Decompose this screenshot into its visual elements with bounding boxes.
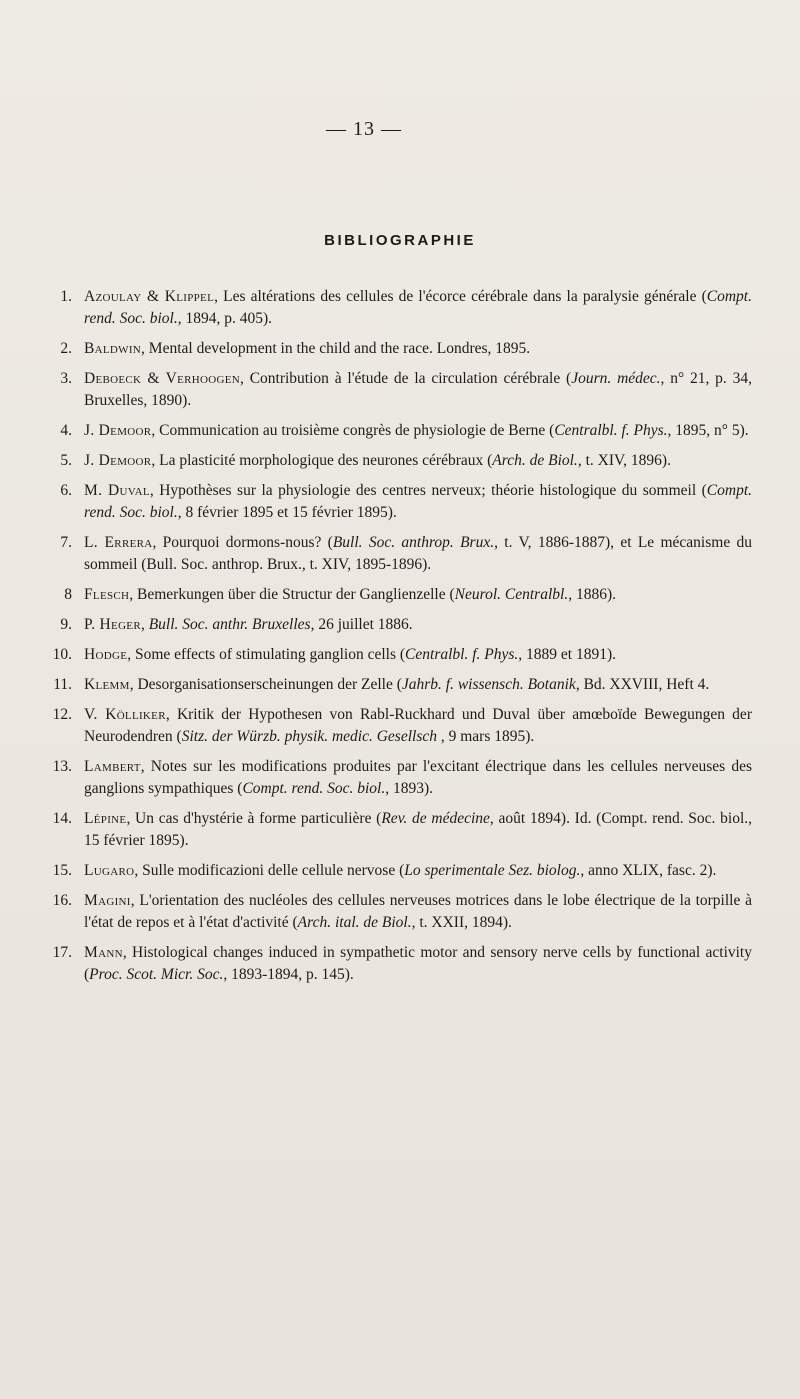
entry-number: 11. — [53, 676, 72, 693]
entry-number: 6. — [60, 482, 72, 499]
entry-author: Lépine — [84, 810, 127, 827]
entry-details: , 1889 et 1891). — [518, 646, 617, 663]
entry-number: 16. — [52, 892, 72, 909]
entry-number: 15. — [52, 862, 72, 879]
entry-number: 3. — [60, 370, 72, 387]
entry-source: Sitz. der Würzb. physik. medic. Gesellsch — [181, 728, 437, 745]
entry-text: , Histological changes induced in sympathetic motor and sensory nerve cells by functional activity ( — [84, 944, 752, 983]
entry-number: 14. — [52, 810, 72, 827]
entry-author: M. Duval — [84, 482, 150, 499]
entry-text: , Kritik der Hypothesen von Rabl-Ruckhard und Duval über amœboïde Bewegungen der Neurodendren ( — [84, 706, 752, 745]
bibliography-entry — [40, 368, 752, 412]
entry-source: Compt. rend. Soc. biol. — [84, 288, 752, 327]
entry-text: , La plasticité morphologique des neurones cérébraux ( — [151, 452, 493, 469]
entry-author: Mann — [84, 944, 123, 961]
page-title: BIBLIOGRAPHIE — [324, 232, 476, 249]
bibliography-entry — [40, 644, 752, 666]
entry-details: , t. XXII, 1894). — [411, 914, 512, 931]
entry-text: , Mental development in the child and the race. Londres, 1895. — [141, 340, 531, 357]
entry-source: Arch. ital. de Biol. — [297, 914, 412, 931]
entry-number: 5. — [60, 452, 72, 469]
bibliography-entry — [40, 674, 752, 696]
entry-text: , Hypothèses sur la physiologie des centres nerveux; théorie histologique du sommeil ( — [149, 482, 707, 499]
entry-text: , — [140, 616, 149, 633]
entry-text: , Desorganisationserscheinungen der Zelle ( — [129, 676, 402, 693]
entry-author: Lugaro — [84, 862, 135, 879]
entry-details: , t. V, 1886-1887), et Le mécanisme du sommeil (Bull. Soc. anthrop. Brux., t. XIV, 1895-1896). — [84, 534, 753, 573]
entry-number: 10. — [52, 646, 72, 663]
entry-text: , Pourquoi dormons-nous? ( — [152, 534, 333, 551]
entry-details: , 8 février 1895 et 15 février 1895). — [177, 504, 397, 521]
entry-author: V. Kölliker — [84, 706, 166, 723]
entry-details: , 1894, p. 405). — [177, 310, 273, 327]
entry-number: 2. — [60, 340, 72, 357]
entry-details: , anno XLIX, fasc. 2). — [580, 862, 717, 879]
entry-author: Lambert — [84, 758, 141, 775]
entry-details: , août 1894). Id. (Compt. rend. Soc. biol., 15 février 1895). — [84, 810, 752, 849]
entry-details: , t. XIV, 1896). — [577, 452, 671, 469]
entry-author: Baldwin — [84, 340, 142, 357]
bibliography-entry — [40, 890, 752, 934]
entry-text: , Some effects of stimulating ganglion cells ( — [127, 646, 406, 663]
entry-number: 1. — [60, 288, 72, 305]
entry-source: Neurol. Centralbl. — [454, 586, 569, 603]
entry-source: Journ. médec. — [571, 370, 661, 387]
entry-source: Proc. Scot. Micr. Soc. — [89, 966, 224, 983]
bibliography-entry — [40, 584, 752, 606]
entry-number: 12. — [52, 706, 72, 723]
entry-source: Centralbl. f. Phys. — [554, 422, 668, 439]
bibliography-entry — [40, 860, 752, 882]
bibliography-entry — [40, 614, 752, 636]
entry-number: 9. — [60, 616, 72, 633]
entry-author: Hodge — [84, 646, 128, 663]
page-number: — 13 — — [326, 118, 402, 140]
entry-author: Magini — [84, 892, 131, 909]
entry-text: , Contribution à l'étude de la circulation cérébrale ( — [240, 370, 572, 387]
bibliography-entry — [40, 420, 752, 442]
entry-number: 4. — [60, 422, 72, 439]
bibliography-entry — [40, 942, 752, 986]
entry-author: Klemm — [84, 676, 130, 693]
bibliography-entry — [40, 480, 752, 524]
entry-source: Bull. Soc. anthr. Bruxelles — [148, 616, 311, 633]
entry-details: , 1893-1894, p. 145). — [223, 966, 354, 983]
entry-author: J. Demoor — [84, 452, 152, 469]
entry-text: , Bemerkungen über die Structur der Ganglienzelle ( — [129, 586, 455, 603]
entry-source: Compt. rend. Soc. biol. — [242, 780, 386, 797]
entry-author: Flesch — [84, 586, 130, 603]
entry-text: , Les altérations des cellules de l'écorce cérébrale dans la paralysie générale ( — [214, 288, 707, 305]
entry-author: L. Errera — [84, 534, 153, 551]
entry-details: , n° 21, p. 34, Bruxelles, 1890). — [84, 370, 752, 409]
bibliography-entry — [40, 704, 752, 748]
entry-source: Rev. de médecine — [381, 810, 490, 827]
entry-details: , 9 mars 1895). — [436, 728, 535, 745]
entry-author: J. Demoor — [84, 422, 152, 439]
bibliography-entry — [40, 286, 752, 330]
bibliography-entry — [40, 532, 752, 576]
entry-source: Bull. Soc. anthrop. Brux. — [332, 534, 495, 551]
entry-source: Arch. de Biol. — [492, 452, 578, 469]
entry-text: , Sulle modificazioni delle cellule nervose ( — [134, 862, 405, 879]
entry-source: Jahrb. f. wissensch. Botanik — [401, 676, 576, 693]
bibliography-entry — [40, 450, 752, 472]
entry-details: , 26 juillet 1886. — [310, 616, 413, 633]
entry-number: 13. — [52, 758, 72, 775]
entry-text: , L'orientation des nucléoles des cellules nerveuses motrices dans le lobe électrique de la torpille à l'état de repos et à l'état d'activité ( — [84, 892, 752, 931]
entry-details: , 1895, n° 5). — [667, 422, 749, 439]
bibliography-entry — [40, 756, 752, 800]
entry-number: 7. — [60, 534, 72, 551]
entry-author: P. Heger — [84, 616, 141, 633]
entry-text: , Notes sur les modifications produites par l'excitant électrique dans les cellules nerveuses des ganglions sympathiques ( — [84, 758, 752, 797]
entry-details: , 1893). — [385, 780, 434, 797]
entry-text: , Communication au troisième congrès de physiologie de Berne ( — [151, 422, 555, 439]
entry-author: Azoulay & Klippel — [84, 288, 215, 305]
bibliography-entry — [40, 338, 752, 360]
entry-author: Deboeck & Verhoogen — [84, 370, 240, 387]
entry-number: 8 — [64, 586, 72, 603]
entry-source: Compt. rend. Soc. biol. — [84, 482, 753, 521]
bibliography-entry — [40, 808, 752, 852]
entry-details: , 1886). — [568, 586, 616, 603]
entry-text: , Un cas d'hystérie à forme particulière ( — [126, 810, 382, 827]
bibliography-list — [40, 286, 752, 994]
entry-details: , Bd. XXVIII, Heft 4. — [575, 676, 710, 693]
entry-source: Centralbl. f. Phys. — [405, 646, 519, 663]
entry-number: 17. — [52, 944, 72, 961]
entry-source: Lo sperimentale Sez. biolog. — [404, 862, 581, 879]
